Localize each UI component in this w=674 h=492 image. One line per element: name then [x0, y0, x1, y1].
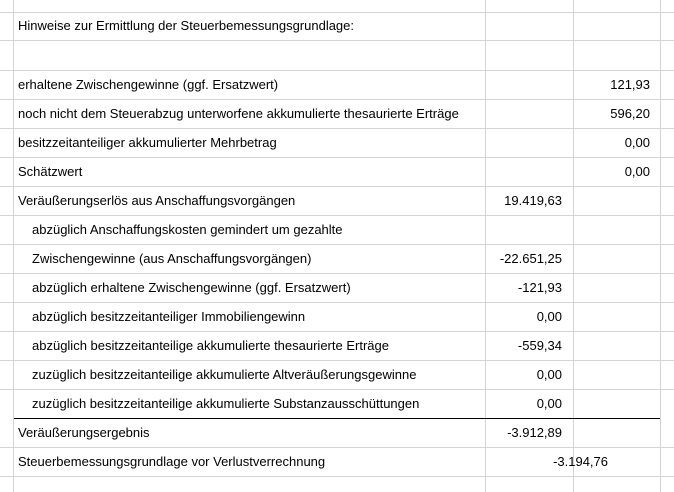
row-label: erhaltene Zwischengewinne (ggf. Ersatzwert) [18, 77, 279, 92]
row-value: 0,00 [624, 135, 650, 150]
row-value: 0,00 [536, 309, 562, 324]
row-label: abzüglich erhaltene Zwischengewinne (ggf. Ersatzwert) [32, 280, 351, 295]
row-value: 596,20 [610, 106, 650, 121]
row-label: Zwischengewinne (aus Anschaffungsvorgängen) [32, 251, 312, 266]
row-label: besitzzeitanteiliger akkumulierter Mehrbetrag [18, 135, 277, 150]
row-value: 19.419,63 [504, 193, 562, 208]
row-value: 0,00 [536, 396, 562, 411]
row-value: -3.194,76 [553, 454, 608, 469]
row-label: abzüglich besitzzeitanteilige akkumulierte thesaurierte Erträge [32, 338, 389, 353]
gridline-horizontal [0, 40, 674, 41]
row-value: -121,93 [517, 280, 562, 295]
row-value: -3.912,89 [507, 425, 562, 440]
row-value: 0,00 [536, 367, 562, 382]
row-label: Veräußerungsergebnis [18, 425, 150, 440]
row-label: Steuerbemessungsgrundlage vor Verlustverrechnung [18, 454, 326, 469]
row-label: zuzüglich besitzzeitanteilige akkumulierte Substanzausschüttungen [32, 396, 420, 411]
row-value: -559,34 [517, 338, 562, 353]
row-label: Veräußerungserlös aus Anschaffungsvorgängen [18, 193, 296, 208]
row-label: zuzüglich besitzzeitanteilige akkumulierte Altveräußerungsgewinne [32, 367, 417, 382]
row-value: -22.651,25 [499, 251, 562, 266]
sheet-header: Hinweise zur Ermittlung der Steuerbemessungsgrundlage: [18, 18, 355, 33]
row-value: 0,00 [624, 164, 650, 179]
row-label: abzüglich besitzzeitanteiliger Immobiliengewinn [32, 309, 306, 324]
gridline-horizontal [0, 476, 674, 477]
row-value: 121,93 [610, 77, 650, 92]
row-label: abzüglich Anschaffungskosten gemindert um gezahlte [32, 222, 343, 237]
row-label: noch nicht dem Steuerabzug unterworfene akkumulierte thesaurierte Erträge [18, 106, 459, 121]
row-label: Schätzwert [18, 164, 83, 179]
gridline-vertical [660, 0, 661, 492]
